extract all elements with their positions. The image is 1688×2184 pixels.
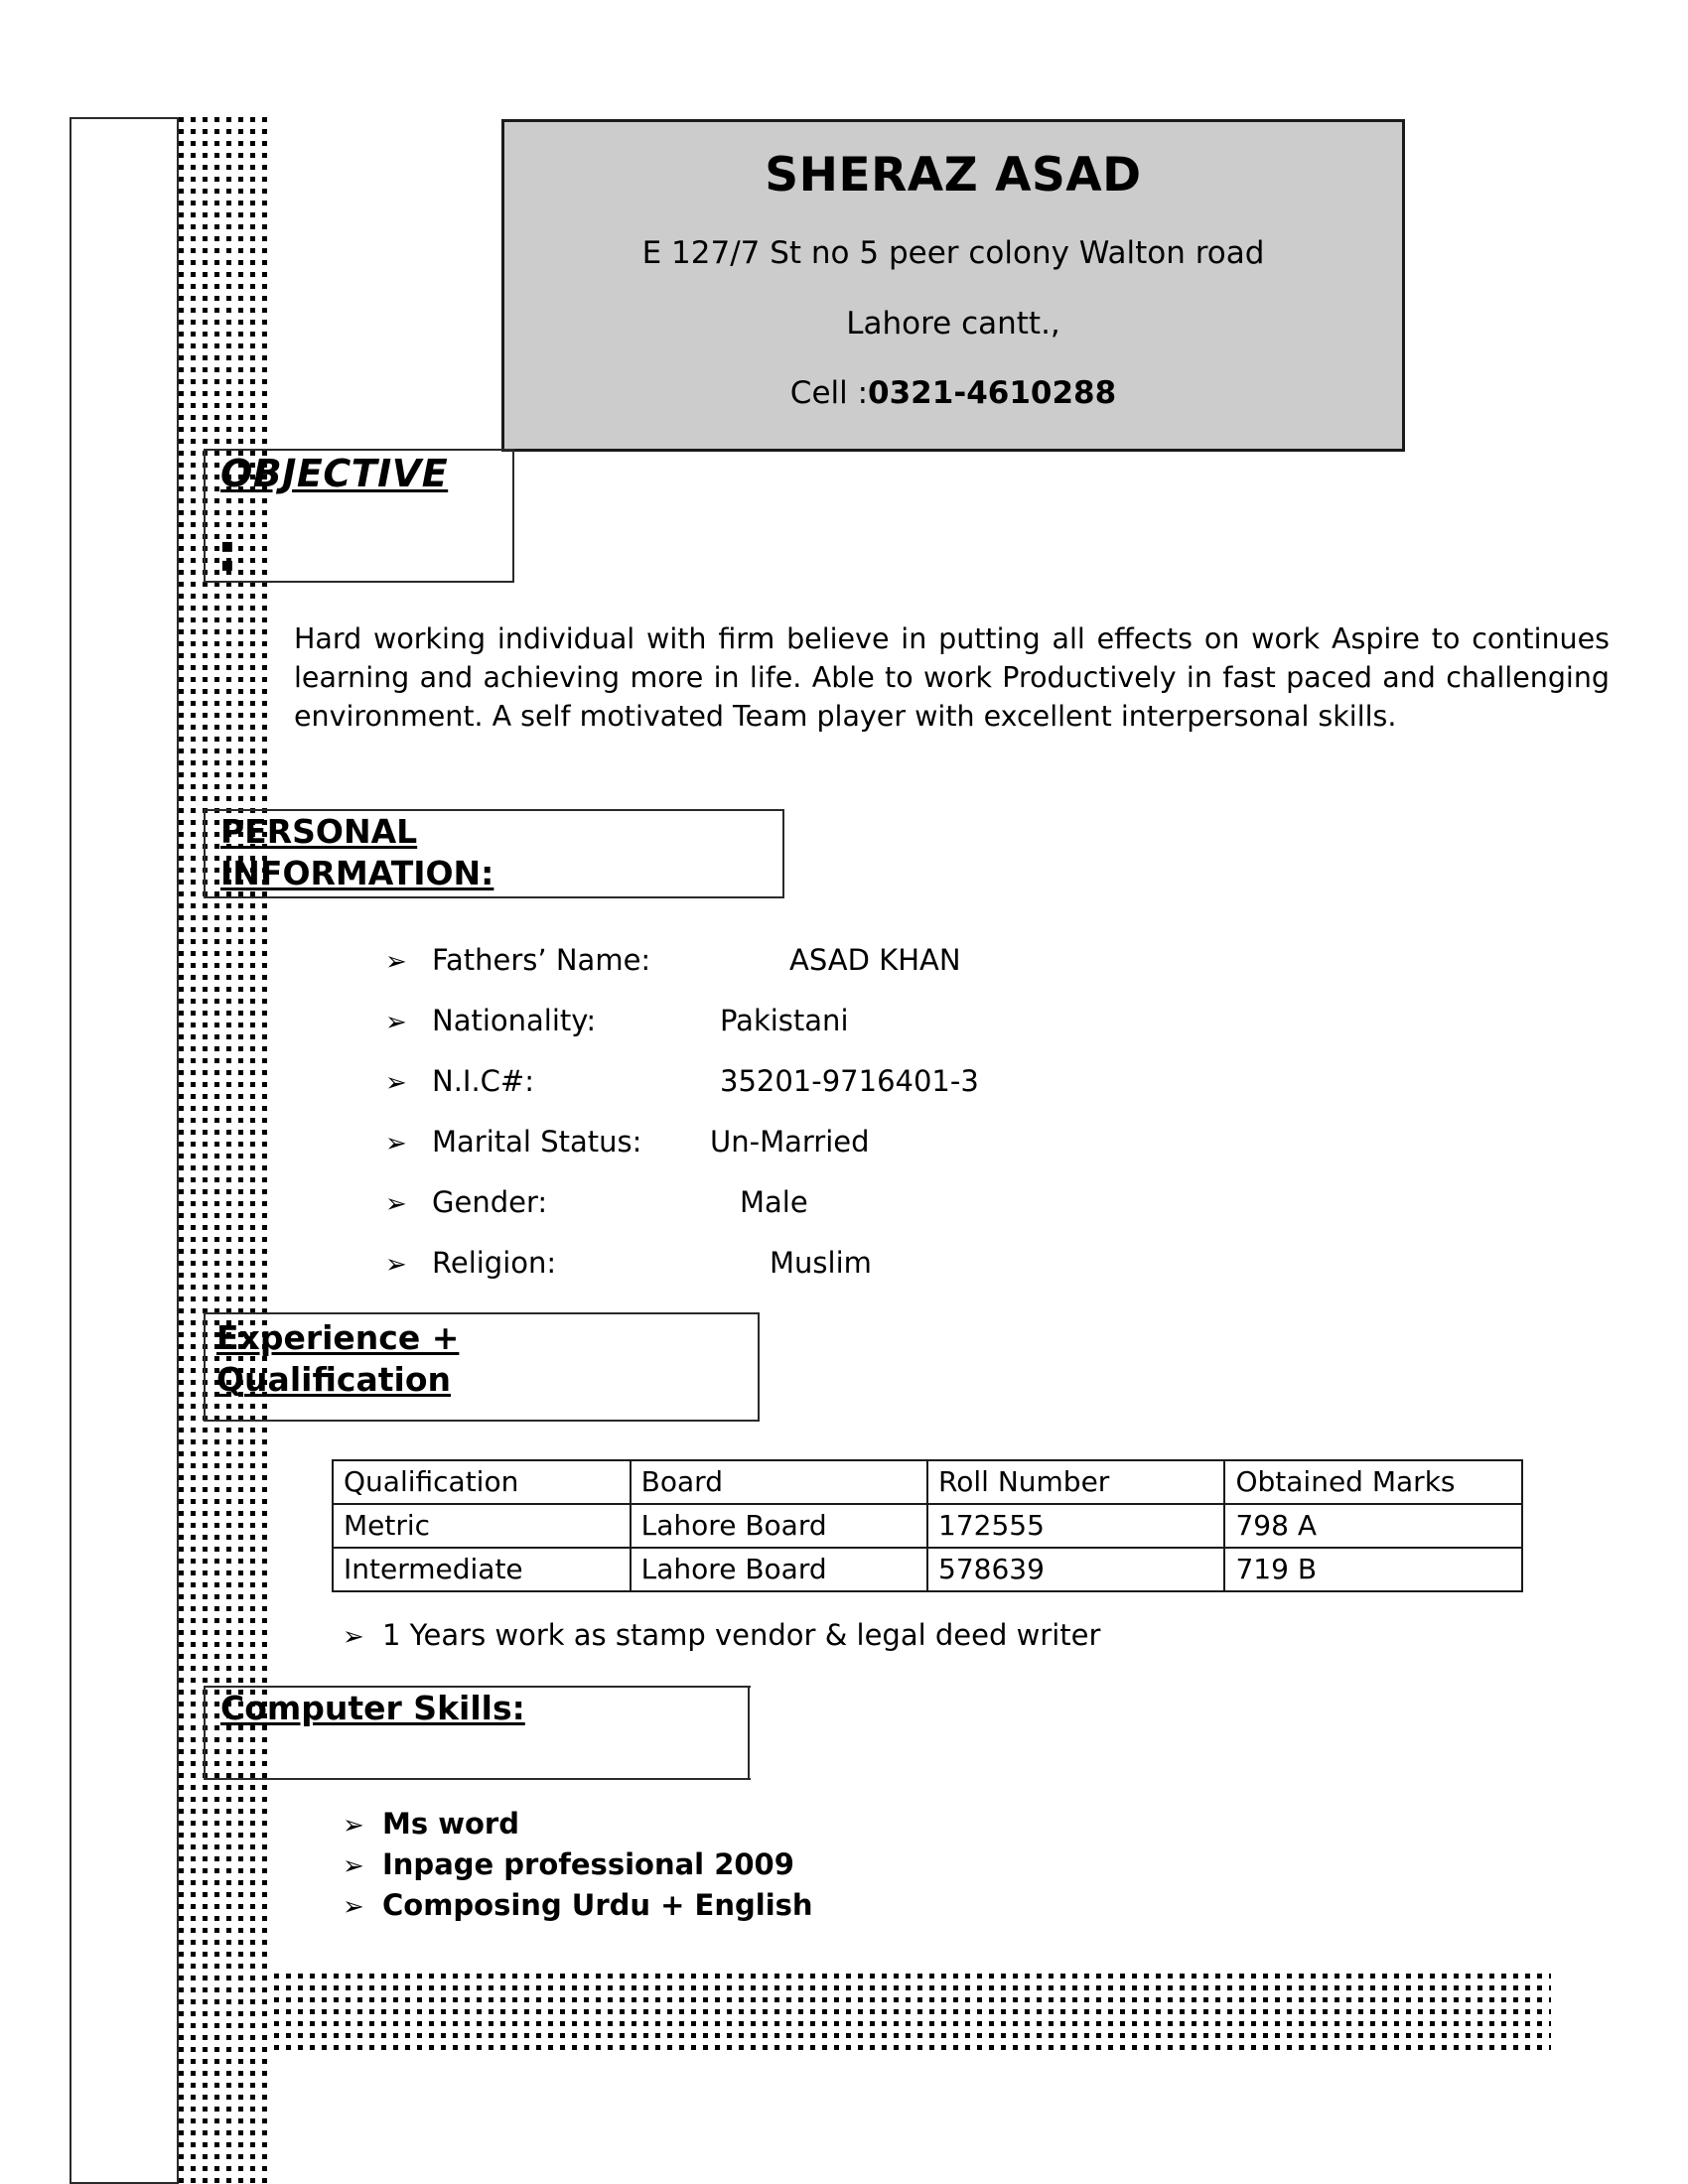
computer-skills-heading-text: Computer Skills:	[220, 1689, 525, 1727]
table-cell: Lahore Board	[631, 1504, 927, 1548]
table-row	[333, 1548, 1522, 1591]
personal-information-list	[385, 943, 1279, 1306]
address-line-1: E 127/7 St no 5 peer colony Walton road	[641, 235, 1265, 272]
objective-bullet-marks	[220, 533, 234, 576]
personal-info-value: 35201-9716401-3	[720, 1064, 979, 1098]
bullet-arrow-icon: ➢	[343, 1622, 364, 1652]
resume-header	[501, 119, 1405, 452]
personal-info-row	[385, 1125, 1279, 1185]
personal-info-label: Fathers’ Name:	[432, 943, 651, 977]
experience-heading-line-2: Qualification	[216, 1360, 451, 1400]
personal-information-heading	[220, 811, 493, 893]
personal-info-row	[385, 1246, 1279, 1306]
bullet-arrow-icon: ➢	[385, 1189, 407, 1219]
table-column-header: Roll Number	[927, 1460, 1224, 1504]
bullet-arrow-icon: ➢	[385, 1129, 407, 1159]
computer-skill-text: Composing Urdu + English	[382, 1888, 813, 1922]
personal-info-label: Marital Status:	[432, 1125, 642, 1159]
experience-list	[343, 1618, 1100, 1652]
experience-item-text: 1 Years work as stamp vendor & legal deed writer	[382, 1618, 1101, 1652]
qualification-table	[332, 1459, 1523, 1592]
address-line-2: Lahore cantt.,	[846, 305, 1060, 341]
bullet-arrow-icon: ➢	[343, 1811, 364, 1841]
bullet-arrow-icon: ➢	[385, 1250, 407, 1280]
bullet-arrow-icon: ➢	[343, 1892, 364, 1922]
table-cell: Intermediate	[333, 1548, 631, 1591]
personal-info-label: N.I.C#:	[432, 1064, 535, 1098]
page-border-outline	[70, 117, 179, 2184]
personal-info-value: Male	[740, 1185, 808, 1219]
table-cell: 798 A	[1224, 1504, 1522, 1548]
personal-info-row	[385, 1064, 1279, 1125]
personal-info-row	[385, 943, 1279, 1004]
objective-bullet-mark-1: ▪	[220, 533, 234, 557]
computer-skills-rule-bottom	[204, 1778, 751, 1780]
objective-paragraph: Hard working individual with firm believe in putting all effects on work Aspire to continues learning and achieving more in life. Able to work Productively in fast paced and challenging environment. A self motivated Team player with excellent interpersonal skills.	[294, 622, 1610, 734]
cell-label: Cell :	[789, 374, 869, 411]
personal-info-label: Religion:	[432, 1246, 557, 1280]
computer-skill-text: Inpage professional 2009	[382, 1847, 794, 1881]
personal-info-row	[385, 1185, 1279, 1246]
bullet-arrow-icon: ➢	[385, 1008, 407, 1037]
objective-heading: OBJECTIVE	[220, 452, 449, 495]
page-border-pattern-left	[179, 117, 274, 2184]
page-border-pattern-bottom	[274, 1974, 1551, 2055]
table-cell: Lahore Board	[631, 1548, 927, 1591]
computer-skill-text: Ms word	[382, 1807, 519, 1841]
personal-heading-line-2: INFORMATION:	[220, 853, 494, 892]
bullet-arrow-icon: ➢	[343, 1851, 364, 1881]
personal-info-row	[385, 1004, 1279, 1064]
personal-info-value: ASAD KHAN	[789, 943, 961, 977]
computer-skills-list	[343, 1807, 813, 1929]
table-column-header: Obtained Marks	[1224, 1460, 1522, 1504]
contact-line	[504, 373, 1402, 413]
personal-heading-line-1: PERSONAL	[220, 812, 418, 851]
personal-info-label: Nationality:	[432, 1004, 597, 1037]
table-cell: 719 B	[1224, 1548, 1522, 1591]
personal-info-value: Un-Married	[710, 1125, 870, 1159]
table-column-header: Board	[631, 1460, 927, 1504]
experience-item	[343, 1618, 1100, 1652]
experience-qualification-heading	[216, 1317, 459, 1401]
table-column-header: Qualification	[333, 1460, 631, 1504]
table-header-row	[333, 1460, 1522, 1504]
computer-skill-item	[343, 1847, 813, 1888]
cell-number: 0321-4610288	[868, 374, 1117, 411]
personal-info-label: Gender:	[432, 1185, 548, 1219]
personal-info-value: Pakistani	[720, 1004, 849, 1037]
table-cell: 172555	[927, 1504, 1224, 1548]
computer-skill-item	[343, 1888, 813, 1929]
experience-heading-line-1: Experience +	[216, 1318, 460, 1357]
table-row	[333, 1504, 1522, 1548]
computer-skills-heading	[220, 1688, 525, 1730]
objective-bullet-mark-2: ▪	[220, 552, 234, 576]
bullet-arrow-icon: ➢	[385, 1068, 407, 1098]
computer-skill-item	[343, 1807, 813, 1847]
candidate-name: SHERAZ ASAD	[765, 148, 1142, 203]
personal-info-value: Muslim	[770, 1246, 872, 1280]
table-cell: 578639	[927, 1548, 1224, 1591]
table-cell: Metric	[333, 1504, 631, 1548]
bullet-arrow-icon: ➢	[385, 947, 407, 977]
